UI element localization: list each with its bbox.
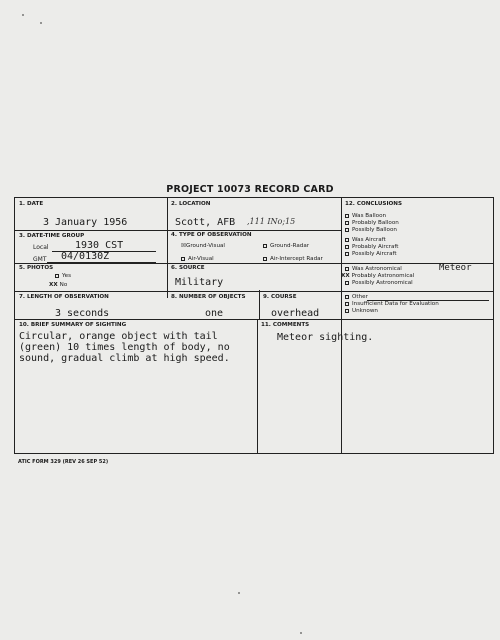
type-obs-ground-radar: Ground-Radar	[263, 243, 309, 249]
dtg-local-value: 1930 CST	[75, 240, 124, 251]
conclusion-other: Other	[345, 294, 368, 300]
conclusions-label: 12. CONCLUSIONS	[345, 201, 402, 207]
checkbox-icon	[55, 274, 59, 278]
conclusion-probably-astronomical: XX Probably Astronomical	[341, 273, 415, 279]
photos-yes: Yes	[55, 273, 71, 279]
location-label: 2. LOCATION	[171, 201, 211, 207]
conclusion-probably-aircraft: Probably Aircraft	[345, 244, 398, 250]
conclusion-possibly-aircraft: Possibly Aircraft	[345, 251, 397, 257]
checkbox-icon	[345, 267, 349, 271]
conclusion-was-astronomical: Was Astronomical	[345, 266, 402, 272]
photos-no: XX No	[49, 282, 68, 288]
type-obs-air-intercept: Air-Intercept Radar	[263, 256, 323, 262]
comments-label: 11. COMMENTS	[261, 322, 310, 328]
checkbox-icon	[345, 295, 349, 299]
type-obs-ground-visual: ☒Ground-Visual	[181, 243, 225, 249]
checkbox-icon	[181, 257, 185, 261]
comments-value: Meteor sighting.	[277, 332, 374, 343]
checkbox-icon	[345, 214, 349, 218]
num-objects-label: 8. NUMBER OF OBJECTS	[171, 294, 246, 300]
source-label: 6. SOURCE	[171, 265, 205, 271]
conclusion-astro-typed: Meteor	[439, 263, 472, 273]
checkbox-icon	[345, 302, 349, 306]
probably-astro-mark: XX	[341, 273, 350, 279]
ground-visual-mark: ☒	[181, 243, 187, 249]
checkbox-icon	[345, 238, 349, 242]
scan-speck	[22, 14, 24, 16]
type-obs-label: 4. TYPE OF OBSERVATION	[171, 232, 252, 238]
scan-speck	[238, 592, 240, 594]
checkbox-icon	[345, 309, 349, 313]
location-handwritten: ,111 INo;15	[247, 217, 296, 226]
checkbox-icon	[345, 252, 349, 256]
checkbox-icon	[345, 245, 349, 249]
summary-line-2: (green) 10 times length of body, no	[19, 342, 230, 353]
record-card	[14, 197, 494, 454]
checkbox-icon	[263, 244, 267, 248]
checkbox-icon	[345, 221, 349, 225]
conclusion-possibly-astronomical: Possibly Astronomical	[345, 280, 413, 286]
conclusion-probably-balloon: Probably Balloon	[345, 220, 399, 226]
scan-speck	[300, 632, 302, 634]
type-obs-air-visual: Air-Visual	[181, 256, 214, 262]
form-footer: ATIC FORM 329 (REV 26 SEP 52)	[18, 459, 109, 465]
length-value: 3 seconds	[55, 308, 110, 319]
card-title: PROJECT 10073 RECORD CARD	[166, 184, 334, 195]
conclusion-was-balloon: Was Balloon	[345, 213, 386, 219]
summary-label: 10. BRIEF SUMMARY OF SIGHTING	[19, 322, 127, 328]
checkbox-icon	[345, 228, 349, 232]
checkbox-icon	[345, 281, 349, 285]
course-label: 9. COURSE	[263, 294, 297, 300]
dtg-gmt-value: 04/0130Z	[61, 251, 110, 262]
conclusion-possibly-balloon: Possibly Balloon	[345, 227, 397, 233]
photos-label: 5. PHOTOS	[19, 265, 54, 271]
dtg-label: 3. DATE-TIME GROUP	[19, 233, 85, 239]
photos-no-mark: XX	[49, 282, 58, 288]
date-label: 1. DATE	[19, 201, 44, 207]
source-value: Military	[175, 277, 224, 288]
location-value: Scott, AFB	[175, 217, 236, 228]
conclusion-was-aircraft: Was Aircraft	[345, 237, 386, 243]
date-value: 3 January 1956	[43, 217, 128, 228]
scan-speck	[40, 22, 42, 24]
course-value: overhead	[271, 308, 320, 319]
summary-line-1: Circular, orange object with tail	[19, 331, 218, 342]
length-label: 7. LENGTH OF OBSERVATION	[19, 294, 109, 300]
conclusion-insufficient-data: Insufficient Data for Evaluation	[345, 301, 439, 307]
conclusion-unknown: Unknown	[345, 308, 378, 314]
dtg-local-label: Local	[33, 244, 49, 251]
summary-line-3: sound, gradual climb at high speed.	[19, 353, 230, 364]
checkbox-icon	[263, 257, 267, 261]
dtg-gmt-label: GMT	[33, 256, 47, 263]
num-objects-value: one	[205, 308, 224, 319]
